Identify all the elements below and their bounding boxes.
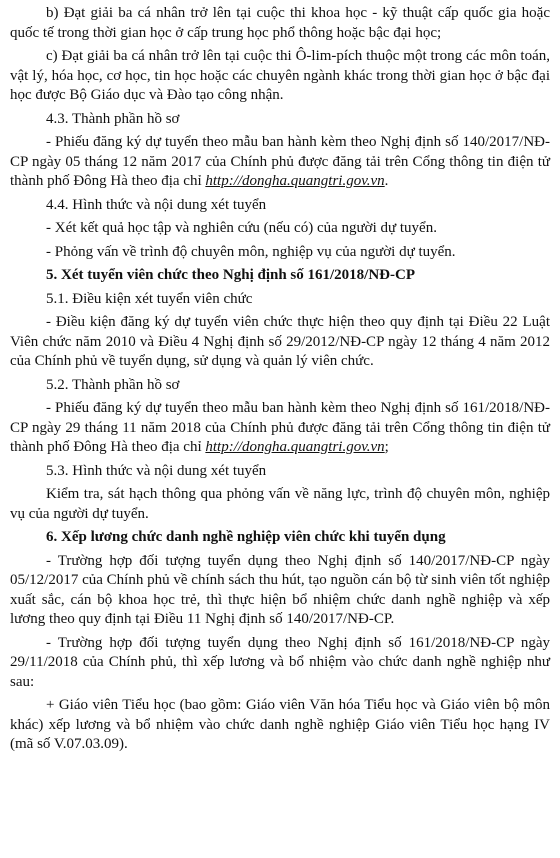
heading-5-2: 5.2. Thành phần hồ sơ (46, 376, 180, 393)
paragraph-4-4-b: - Phỏng vấn về trình độ chuyên môn, nghiệp vụ của người dự tuyển. (46, 243, 456, 260)
heading-5-3: 5.3. Hình thức và nội dung xét tuyển (46, 462, 267, 479)
paragraph-6-b: - Trường hợp đối tượng tuyển dụng theo Nghị định số 161/2018/NĐ-CP ngày 29/11/2018 của Chính phủ, thì xếp lương và bổ nhiệm vào chức danh nghề nghiệp như sau: (10, 634, 550, 690)
link-dongha-1[interactable]: http://dongha.quangtri.gov.vn (205, 173, 385, 189)
paragraph-c: c) Đạt giải ba cá nhân trở lên tại cuộc thi Ô-lim-pích thuộc một trong các môn toán, vật lý, hóa học, cơ học, tin học hoặc các chuyên ngành khác trong thời gian học ở bậc đại học được Bộ Giáo dục và Đào tạo công nhận. (10, 48, 550, 103)
paragraph-5-3: Kiểm tra, sát hạch thông qua phỏng vấn về năng lực, trình độ chuyên môn, nghiệp vụ của người dự tuyển. (10, 486, 550, 522)
paragraph-4-3-text: - Phiếu đăng ký dự tuyển theo mẫu ban hành kèm theo Nghị định số 140/2017/NĐ-CP ngày 05 tháng 12 năm 2017 của Chính phủ được đăng tải trên Cổng thông tin điện tử thành phố Đông Hà theo địa chỉ (10, 134, 550, 189)
paragraph-6-c: + Giáo viên Tiểu học (bao gồm: Giáo viên Văn hóa Tiểu học và Giáo viên bộ môn khác) xếp lương và bổ nhiệm vào chức danh nghề nghiệp Giáo viên Tiểu học hạng IV (mã số V.07.03.09). (10, 697, 550, 752)
heading-4-3: 4.3. Thành phần hồ sơ (46, 110, 180, 127)
paragraph-5-1: - Điều kiện đăng ký dự tuyển viên chức thực hiện theo quy định tại Điều 22 Luật Viên chức năm 2010 và Điều 4 Nghị định số 29/2012/NĐ-CP ngày 12 tháng 4 năm 2012 của Chính phủ về tuyển dụng, sử dụng và quản lý viên chức. (10, 314, 550, 369)
heading-6: 6. Xếp lương chức danh nghề nghiệp viên chức khi tuyển dụng (46, 529, 446, 545)
heading-4-4: 4.4. Hình thức và nội dung xét tuyển (46, 196, 267, 213)
paragraph-6-a: - Trường hợp đối tượng tuyển dụng theo Nghị định số 140/2017/NĐ-CP ngày 05/12/2017 của Chính phủ về chính sách thu hút, tạo nguồn cán bộ từ sinh viên tốt nghiệp xuất sắc, cán bộ khoa học trẻ, thì thực hiện bổ nhiệm chức danh nghề nghiệp và xếp lương theo quy định tại Điều 11 Nghị định số 140/2017/NĐ-CP. (10, 552, 550, 627)
heading-5: 5. Xét tuyển viên chức theo Nghị định số 161/2018/NĐ-CP (46, 267, 416, 283)
paragraph-b: b) Đạt giải ba cá nhân trở lên tại cuộc thi khoa học - kỹ thuật cấp quốc gia hoặc quốc tế trong thời gian học ở cấp trung học phổ thông hoặc bậc đại học; (10, 5, 550, 41)
link-dongha-2[interactable]: http://dongha.quangtri.gov.vn (205, 439, 385, 455)
link-1-punctuation: . (384, 173, 389, 189)
paragraph-4-4-a: - Xét kết quả học tập và nghiên cứu (nếu có) của người dự tuyển. (46, 220, 437, 236)
link-2-punctuation: ; (384, 439, 389, 455)
heading-5-1: 5.1. Điều kiện xét tuyển viên chức (46, 290, 253, 307)
paragraph-5-2-form (10, 399, 550, 458)
paragraph-5-2-text: - Phiếu đăng ký dự tuyển theo mẫu ban hành kèm theo Nghị định số 161/2018/NĐ-CP ngày 29 tháng 11 năm 2018 của Chính phủ được đăng tải trên Cổng thông tin điện tử thành phố Đông Hà theo địa chỉ (10, 400, 550, 455)
document-page (10, 4, 550, 759)
paragraph-4-3-form (10, 133, 550, 192)
